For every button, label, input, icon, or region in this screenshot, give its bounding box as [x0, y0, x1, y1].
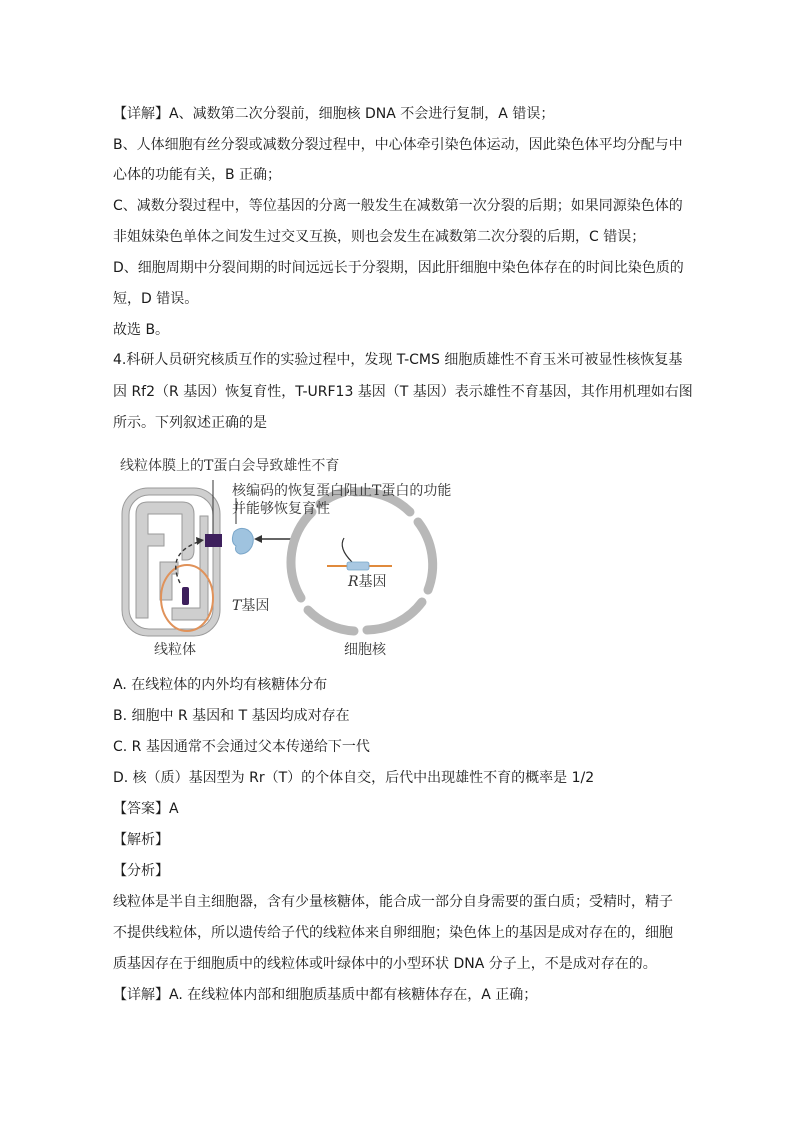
- question-4-line-2: 因 Rf2（R 基因）恢复育性，T-URF13 基因（T 基因）表示雄性不育基因，其作用机理如右图: [113, 384, 693, 400]
- detail-b-line-2: 心体的功能有关，B 正确；: [113, 167, 282, 183]
- analysis-subtitle: 【分析】: [113, 863, 169, 879]
- restore-protein: [232, 528, 253, 554]
- t-gene-label: T基因: [232, 598, 270, 614]
- detail-final-text: 【详解】A. 在线粒体内部和细胞质基质中都有核糖体存在，A 正确；: [113, 987, 538, 1003]
- question-4-line-1: 4.科研人员研究核质互作的实验过程中，发现 T-CMS 细胞质雄性不育玉米可被显性核恢复基: [113, 352, 683, 368]
- restore-protein-label-2: 并能够恢复育性: [232, 501, 330, 517]
- analysis-line-1: 线粒体是半自主细胞器，含有少量核糖体，能合成一部分自身需要的蛋白质；受精时，精子: [113, 894, 673, 910]
- question-4-line-3: 所示。下列叙述正确的是: [113, 415, 267, 431]
- detail-d-line-2: 短，D 错误。: [113, 291, 199, 307]
- option-d: D. 核（质）基因型为 Rr（T）的个体自交，后代中出现雄性不育的概率是 1/2: [113, 770, 595, 786]
- restore-protein-label-1: 核编码的恢复蛋白阻止T蛋白的功能: [232, 483, 452, 499]
- option-a: A. 在线粒体的内外均有核糖体分布: [113, 677, 328, 693]
- choose-b-text: 故选 B。: [113, 322, 170, 338]
- nucleus-label: 细胞核: [344, 642, 386, 658]
- t-gene-mark: [182, 587, 189, 605]
- option-c: C. R 基因通常不会通过父本传递给下一代: [113, 739, 370, 755]
- t-protein-label: 线粒体膜上的T蛋白会导致雄性不育: [120, 458, 340, 474]
- answer-text: 【答案】A: [113, 801, 179, 817]
- option-b: B. 细胞中 R 基因和 T 基因均成对存在: [113, 708, 350, 724]
- analysis-line-2: 不提供线粒体，所以遗传给子代的线粒体来自卵细胞；染色体上的基因是成对存在的，细胞: [113, 925, 673, 941]
- t-protein: [205, 534, 222, 547]
- detail-c-line-2: 非姐妹染色单体之间发生过交叉互换，则也会发生在减数第二次分裂的后期，C 错误；: [113, 229, 646, 245]
- detail-a-text: 【详解】A、减数第二次分裂前，细胞核 DNA 不会进行复制，A 错误；: [113, 106, 555, 122]
- mitochondrion-label: 线粒体: [154, 642, 196, 658]
- detail-d-line-1: D、细胞周期中分裂间期的时间远远长于分裂期，因此肝细胞中染色体存在的时间比染色质的: [113, 260, 684, 276]
- r-gene-mark: [347, 562, 369, 570]
- nucleus-arrow-head: [254, 535, 262, 543]
- detail-c-line-1: C、减数分裂过程中，等位基因的分离一般发生在减数第一次分裂的后期；如果同源染色体的: [113, 198, 683, 214]
- r-gene-label: R基因: [348, 574, 387, 590]
- detail-b-line-1: B、人体细胞有丝分裂或减数分裂过程中，中心体牵引染色体运动，因此染色体平均分配与中: [113, 137, 683, 153]
- analysis-line-3: 质基因存在于细胞质中的线粒体或叶绿体中的小型环状 DNA 分子上，不是成对存在的。: [113, 956, 657, 972]
- r-gene-arrow: [342, 538, 352, 562]
- analysis-title: 【解析】: [113, 832, 169, 848]
- mechanism-figure: [112, 450, 492, 660]
